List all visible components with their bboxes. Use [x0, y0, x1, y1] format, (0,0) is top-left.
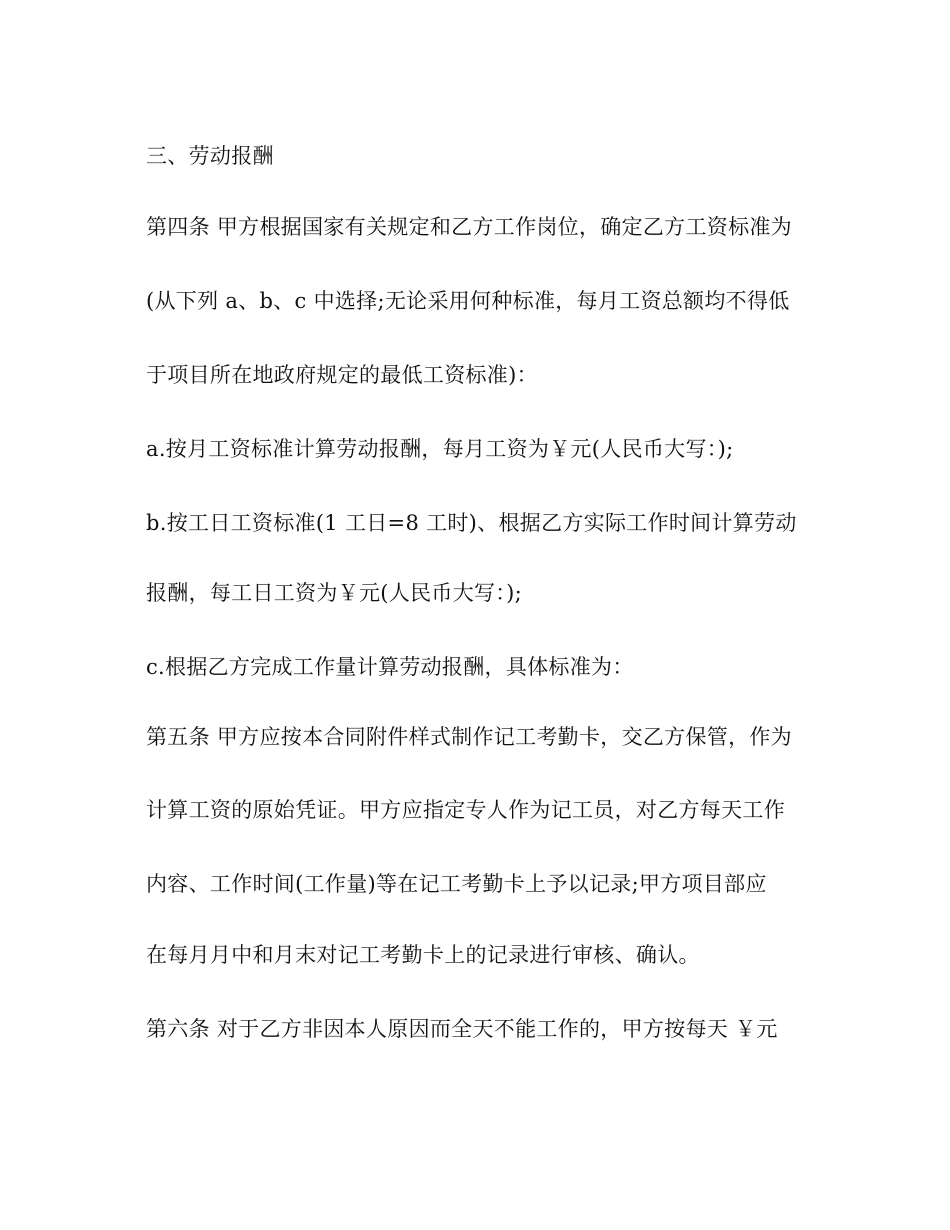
section-heading: 三、劳动报酬	[146, 144, 274, 168]
text-line: 于项目所在地政府规定的最低工资标准)：	[146, 363, 538, 387]
text-line: (从下列 a、b、c 中选择;无论采用何种标准，每月工资总额均不得低	[146, 289, 790, 313]
text-line: 计算工资的原始凭证。甲方应指定专人作为记工员，对乙方每天工作	[146, 798, 785, 822]
text-line: b.按工日工资标准(1 工日=8 工时)、根据乙方实际工作时间计算劳动	[146, 511, 797, 535]
text-line: 第四条 甲方根据国家有关规定和乙方工作岗位，确定乙方工资标准为	[146, 215, 792, 239]
text-line: 在每月月中和月末对记工考勤卡上的记录进行审核、确认。	[146, 943, 700, 967]
text-line: c.根据乙方完成工作量计算劳动报酬，具体标准为：	[146, 655, 634, 679]
text-line: 第五条 甲方应按本合同附件样式制作记工考勤卡，交乙方保管，作为	[146, 725, 792, 749]
text-line: 第六条 对于乙方非因本人原因而全天不能工作的，甲方按每天 ￥元	[146, 1017, 778, 1041]
text-line: 报酬，每工日工资为￥元(人民币大写：);	[146, 581, 522, 605]
text-line: 内容、工作时间(工作量)等在记工考勤卡上予以记录;甲方项目部应	[146, 872, 767, 896]
text-line: a.按月工资标准计算劳动报酬，每月工资为￥元(人民币大写：);	[146, 437, 734, 461]
